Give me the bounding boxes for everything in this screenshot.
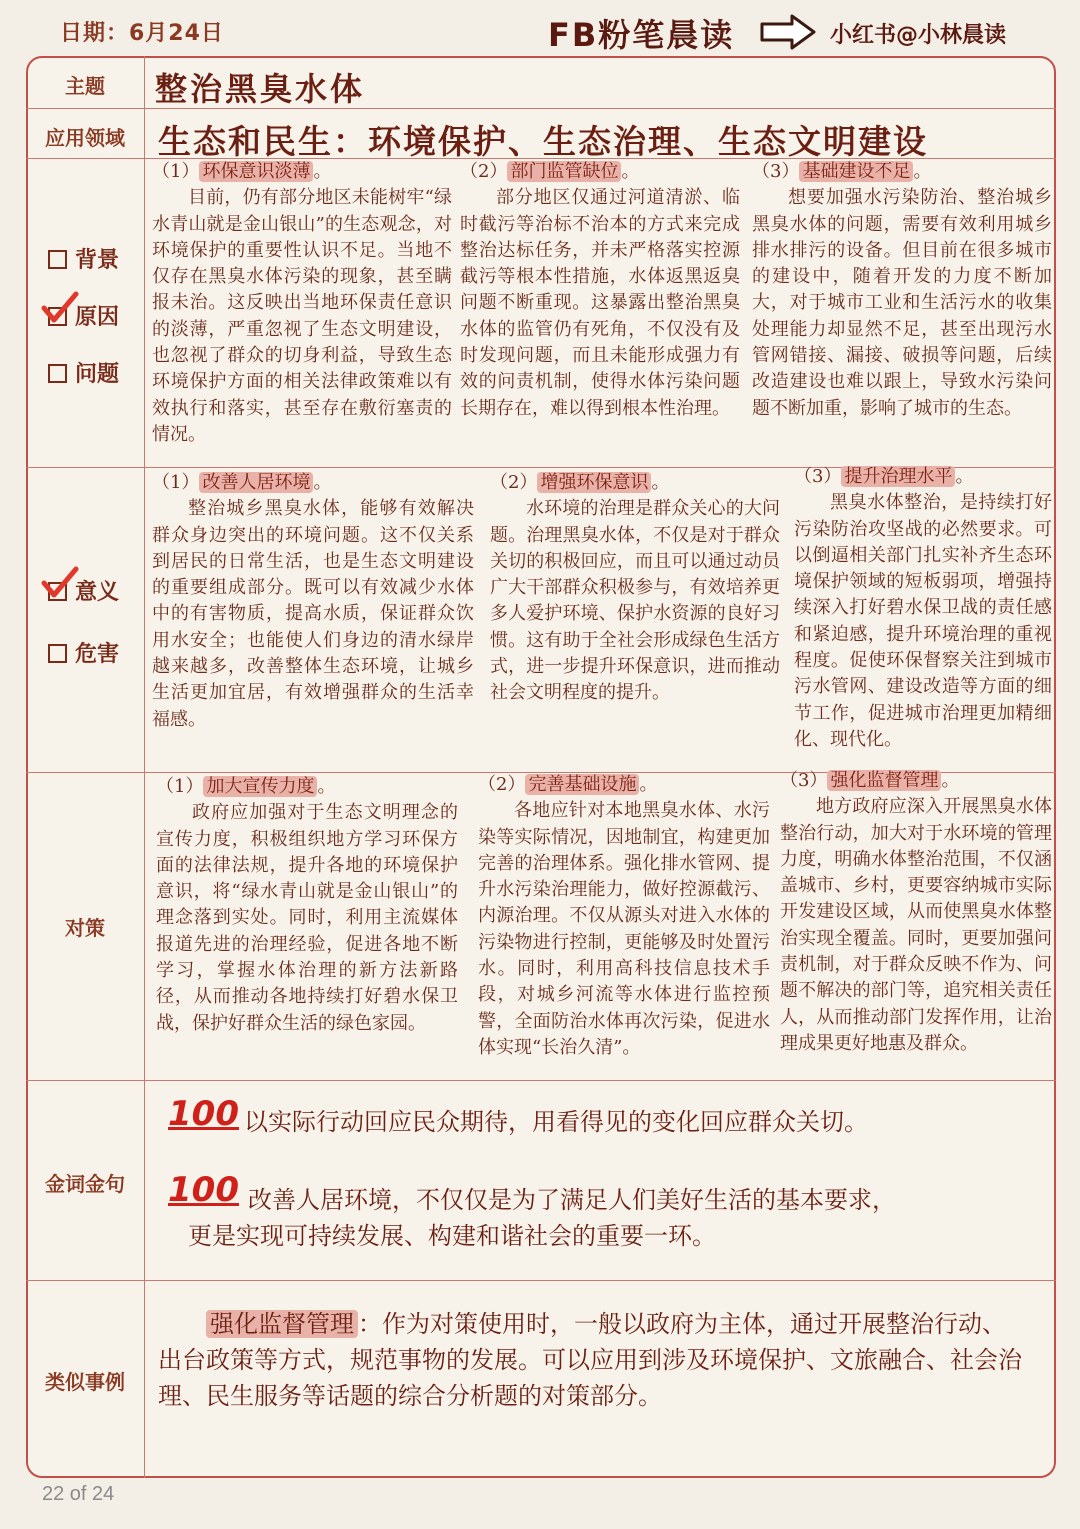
- domain-title: 生态和民生：环境保护、生态治理、生态文明建设: [158, 122, 928, 161]
- topic-label: 主题: [65, 74, 105, 98]
- checkbox-harm[interactable]: 危害: [48, 637, 119, 668]
- measure-column-3: （3） 强化监督管理 。 地方政府应深入开展黑臭水体整治行动，加大对于水环境的管理力度，明确水体整治范围，不仅涵盖城市、乡村，更要容纳城市实际开发建设区域，从而使黑臭水体整治实现全覆盖。同时，更要加强问责机制，对于群众反映不作为、问题不解决的部门等，追究相关责任人，从而推动部门发挥作用，让治理成果更好地惠及群众。: [780, 768, 1052, 1057]
- cause-column-2: （2） 部门监管缺位 。 部分地区仅通过河道清淤、临时截污等治标不治本的方式来完成整治达标任务，并未严格落实控源截污等根本性措施，水体返黑返臭问题不断重现。这暴露出整治黑臭水体的监管仍有死角，不仅没有及时发现问题，而且未能形成强力有效的问责机制，使得水体污染问题长期存在，难以得到根本性治理。: [460, 159, 740, 422]
- page-indicator: 22 of 24: [42, 1483, 115, 1505]
- cause-title: 基础建设不足: [799, 161, 913, 182]
- similar-term: 强化监督管理: [206, 1310, 358, 1338]
- cause-text: 部分地区仅通过河道清淤、临时截污等治标不治本的方式来完成整治达标任务，并未严格落实控源截污等根本性措施，水体返黑返臭问题不断重现。这暴露出整治黑臭水体的监管仍有死角，不仅没有及时发现问题，而且未能形成强力有效的问责机制，使得水体污染问题长期存在，难以得到根本性治理。: [460, 187, 740, 419]
- similar-example: [158, 1306, 1028, 1414]
- similar-label: 类似事例: [45, 1370, 125, 1394]
- cause-title: 环保意识淡薄: [199, 161, 313, 182]
- checkbox-meaning[interactable]: 意义: [48, 575, 119, 606]
- hundred-points-icon: 100: [168, 1170, 239, 1210]
- domain-label: 应用领域: [45, 126, 125, 150]
- measure-column-2: （2） 完善基础设施 。 各地应针对本地黑臭水体、水污染等实际情况，因地制宜，构建更加完善的治理体系。强化排水管网、提升水污染治理能力，做好控源截污、内源治理。不仅从源头对进入水体的污染物进行控制，更能够及时处置污水。同时，利用高科技信息技术手段，对城乡河流等水体进行监控预警，全面防治水体再次污染，促进水体实现“长治久清”。: [478, 772, 770, 1061]
- cause-column-3: （3） 基础建设不足 。 想要加强水污染防治、整治城乡黑臭水体的问题，需要有效利用城乡排水排污的设备。但目前在很多城市的建设中，随着开发的力度不断加大，对于城市工业和生活污水的收集处理能力却显然不足，甚至出现污水管网错接、漏接、破损等问题，后续改造建设也难以跟上，导致水污染问题不断加重，影响了城市的生态。: [752, 159, 1052, 422]
- cause-text: 目前，仍有部分地区未能树牢“绿水青山就是金山银山”的生态观念，对环境保护的重要性认识不足。当地不仅存在黑臭水体污染的现象，甚至瞒报未治。这反映出当地环保责任意识的淡薄，严重忽视了生态文明建设，也忽视了群众的切身利益，导致生态环境保护方面的相关法律政策难以有效执行和落实，甚至存在敷衍塞责的情况。: [152, 187, 452, 445]
- header: [0, 0, 1080, 60]
- measure-title: 完善基础设施: [525, 774, 639, 795]
- golden-sentence-2b: 更是实现可持续发展、构建和谐社会的重要一环。: [188, 1222, 716, 1250]
- row-divider: [26, 1080, 1056, 1081]
- hundred-points-icon: 100: [168, 1094, 239, 1134]
- meaning-title: 提升治理水平: [841, 466, 955, 487]
- cause-text: 想要加强水污染防治、整治城乡黑臭水体的问题，需要有效利用城乡排水排污的设备。但目前在很多城市的建设中，随着开发的力度不断加大，对于城市工业和生活污水的收集处理能力却显然不足，甚至出现污水管网错接、漏接、破损等问题，后续改造建设也难以跟上，导致水污染问题不断加重，影响了城市的生态。: [752, 187, 1052, 419]
- checkbox-cause[interactable]: 原因: [48, 300, 119, 331]
- meaning-text: 黑臭水体整治，是持续打好污染防治攻坚战的必然要求。可以倒逼相关部门扎实补齐生态环境保护领域的短板弱项，增强持续深入打好碧水保卫战的责任感和紧迫感，提升环境治理的重视程度。促使环保督察关注到城市污水管网、建设改造等方面的细节工作，促进城市治理更加精细化、现代化。: [794, 492, 1052, 750]
- topic-title: 整治黑臭水体: [155, 70, 366, 108]
- checkbox-problem[interactable]: 问题: [48, 357, 119, 388]
- similar-text: ：作为对策使用时，一般以政府为主体，通过开展整治行动、出台政策等方式，规范事物的发展。可以应用到涉及环境保护、文旅融合、社会治理、民生服务等话题的综合分析题的对策部分。: [158, 1310, 1022, 1410]
- meaning-text: 整治城乡黑臭水体，能够有效解决群众身边突出的环境问题。这不仅关系到居民的日常生活，也是生态文明建设的重要组成部分。既可以有效减少水体中的有害物质，提高水质，保证群众饮用水安全；也能使人们身边的清水绿岸越来越多，改善整体生态环境，让城乡生活更加宜居，有效增强群众的生活幸福感。: [152, 498, 474, 730]
- meaning-text: 水环境的治理是群众关心的大问题。治理黑臭水体，不仅是对于群众关切的积极回应，而且可以通过动员广大干部群众积极参与，有效培养更多人爱护环境、保护水资源的良好习惯。这有助于全社会形成绿色生活方式，进一步提升环保意识，进而推动社会文明程度的提升。: [490, 498, 780, 704]
- arrow-right-icon: [758, 12, 818, 52]
- golden-label: 金词金句: [45, 1172, 125, 1196]
- golden-sentence-1: 以实际行动回应民众期待，用看得见的变化回应群众关切。: [244, 1108, 868, 1136]
- checkbox-icon: [48, 250, 67, 269]
- meaning-column-2: （2） 增强环保意识 。 水环境的治理是群众关心的大问题。治理黑臭水体，不仅是对于群众关切的积极回应，而且可以通过动员广大干部群众积极参与，有效培养更多人爱护环境、保护水资源的良好习惯。这有助于全社会形成绿色生活方式，进一步提升环保意识，进而推动社会文明程度的提升。: [490, 470, 780, 707]
- checkmark-icon: [40, 290, 80, 326]
- meaning-column-1: （1） 改善人居环境 。 整治城乡黑臭水体，能够有效解决群众身边突出的环境问题。这不仅关系到居民的日常生活，也是生态文明建设的重要组成部分。既可以有效减少水体中的有害物质，提高水质，保证群众饮用水安全；也能使人们身边的清水绿岸越来越多，改善整体生态环境，让城乡生活更加宜居，有效增强群众的生活幸福感。: [152, 470, 474, 733]
- measure-column-1: （1） 加大宣传力度 。 政府应加强对于生态文明理念的宣传力度，积极组织地方学习环保方面的法律法规，提升各地的环境保护意识，将“绿水青山就是金山银山”的理念落到实处。同时，利用主流媒体报道先进的治理经验，促进各地不断学习，掌握水体治理的新方法新路径，从而推动各地持续打好碧水保卫战，保护好群众生活的绿色家园。: [156, 774, 458, 1037]
- xiaohongshu-handle: 小红书@小林晨读: [830, 23, 1007, 48]
- checkmark-icon: [40, 565, 80, 601]
- golden-sentence-2a: 改善人居环境，不仅仅是为了满足人们美好生活的基本要求，: [248, 1186, 896, 1214]
- measures-label: 对策: [65, 916, 105, 940]
- cause-column-1: （1） 环保意识淡薄 。 目前，仍有部分地区未能树牢“绿水青山就是金山银山”的生态观念，对环境保护的重要性认识不足。当地不仅存在黑臭水体污染的现象，甚至瞒报未治。这反映出当地环保责任意识的淡薄，严重忽视了生态文明建设，也忽视了群众的切身利益，导致生态环境保护方面的相关法律政策难以有效执行和落实，甚至存在敷衍塞责的情况。: [152, 159, 452, 448]
- date-label: 日期：6月24日: [60, 21, 224, 46]
- meaning-column-3: （3） 提升治理水平 。 黑臭水体整治，是持续打好污染防治攻坚战的必然要求。可以倒逼相关部门扎实补齐生态环境保护领域的短板弱项，增强持续深入打好碧水保卫战的责任感和紧迫感，提升环境治理的重视程度。促使环保督察关注到城市污水管网、建设改造等方面的细节工作，促进城市治理更加精细化、现代化。: [794, 464, 1052, 753]
- checkbox-icon: [48, 644, 67, 663]
- label-column-divider: [144, 56, 145, 1478]
- checkbox-background[interactable]: 背景: [48, 243, 119, 274]
- checkbox-icon: [48, 364, 67, 383]
- row-divider: [26, 1280, 1056, 1281]
- cause-title: 部门监管缺位: [507, 161, 621, 182]
- measure-text: 政府应加强对于生态文明理念的宣传力度，积极组织地方学习环保方面的法律法规，提升各地的环境保护意识，将“绿水青山就是金山银山”的理念落到实处。同时，利用主流媒体报道先进的治理经验，促进各地不断学习，掌握水体治理的新方法新路径，从而推动各地持续打好碧水保卫战，保护好群众生活的绿色家园。: [156, 802, 458, 1034]
- measure-text: 地方政府应深入开展黑臭水体整治行动，加大对于水环境的管理力度，明确水体整治范围，不仅涵盖城市、乡村，更要容纳城市实际开发建设区域，从而使黑臭水体整治实现全覆盖。同时，更要加强问责机制，对于群众反映不作为、问题不解决的部门等，追究相关责任人，从而推动部门发挥作用，让治理成果更好地惠及群众。: [780, 796, 1052, 1054]
- brand-title: FB粉笔晨读: [548, 16, 735, 54]
- measure-title: 加大宣传力度: [203, 776, 317, 797]
- meaning-title: 增强环保意识: [537, 472, 651, 493]
- meaning-title: 改善人居环境: [199, 472, 313, 493]
- measure-title: 强化监督管理: [827, 770, 941, 791]
- measure-text: 各地应针对本地黑臭水体、水污染等实际情况，因地制宜，构建更加完善的治理体系。强化排水管网、提升水污染治理能力，做好控源截污、内源治理。不仅从源头对进入水体的污染物进行控制，更能够及时处置污水。同时，利用高科技信息技术手段，对城乡河流等水体进行监控预警，全面防治水体再次污染，促进水体实现“长治久清”。: [478, 800, 770, 1058]
